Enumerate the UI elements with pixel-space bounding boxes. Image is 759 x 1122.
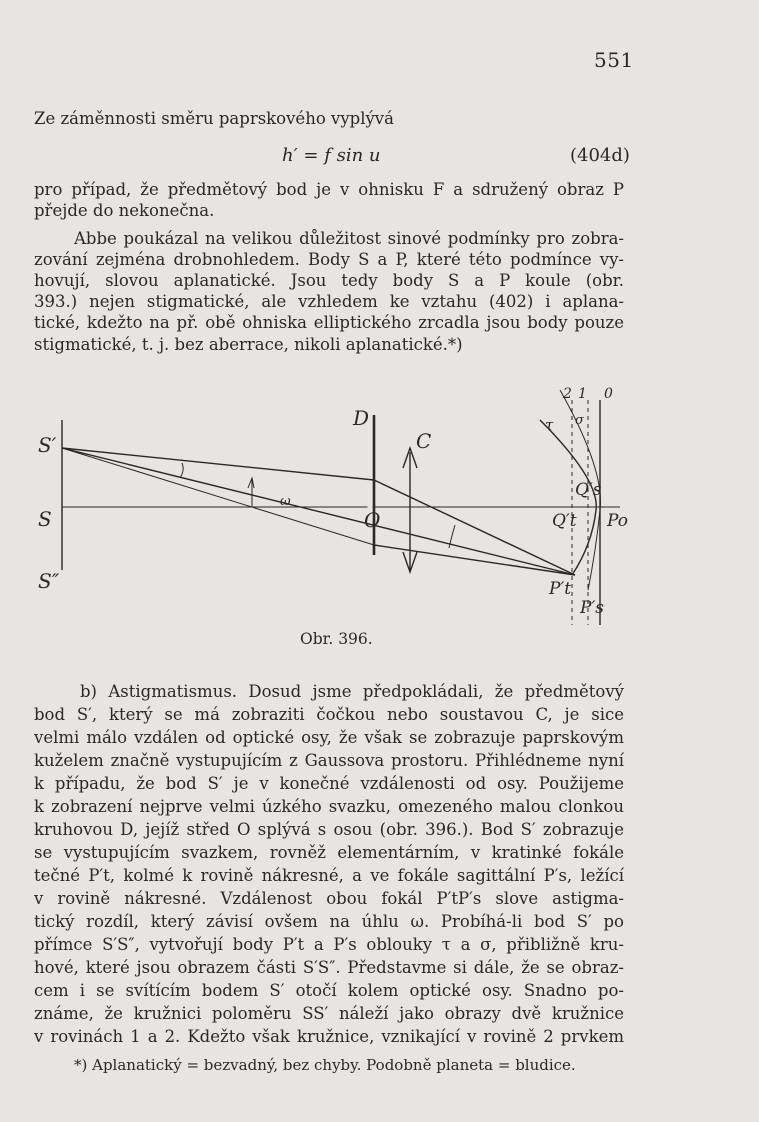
label-0: 0	[604, 386, 613, 402]
label-p-o: Po	[607, 511, 628, 531]
label-tau: τ	[545, 416, 554, 434]
text-line-9: stigmatické, t. j. bez aberrace, nikoli aplanatické.*)	[34, 335, 463, 354]
label-q-prime-s: Q′s	[575, 480, 602, 500]
text-line-4: Abbe poukázal na velikou důležitost sinové podmínky pro zobra-	[74, 229, 624, 248]
label-s-double: S″	[38, 569, 60, 593]
text-line-16: kruhovou D, jejíž střed O splývá s osou (obr. 396.). Bod S′ zobrazuje	[34, 820, 624, 839]
text-line-17: se vystupujícím svazkem, rovněž elementárním, v kratinké fokále	[34, 843, 624, 862]
text-line-13: kuželem značně vystupujícím z Gaussova prostoru. Přihlédneme nyní	[34, 751, 624, 770]
label-q-prime-t: Q′t	[552, 511, 577, 531]
optics-figure	[0, 360, 759, 630]
label-c: C	[416, 429, 432, 453]
label-omega: ω	[280, 494, 291, 509]
text-line-23: cem i se svítícím bodem S′ otočí kolem optické osy. Snadno po-	[34, 981, 624, 1000]
text-line-15: k zobrazení nejprve velmi úzkého svazku, omezeného malou clonkou	[34, 797, 624, 816]
figure-caption: Obr. 396.	[300, 630, 373, 648]
formula: h′ = f sin u	[282, 145, 381, 166]
text-line-20: tický rozdíl, který závisí ovšem na úhlu ω. Probíhá-li bod S′ po	[34, 912, 624, 931]
ray-chief	[62, 448, 575, 575]
text-line-18: tečné P′t, kolmé k rovině nákresné, a ve fokále sagittální P′s, ležící	[34, 866, 624, 885]
text-line-22: hové, které jsou obrazem části S′S″. Představme si dále, že se obraz-	[34, 958, 624, 977]
text-line-11: bod S′, který se má zobraziti čočkou nebo soustavou C, je sice	[34, 705, 624, 724]
footnote: *) Aplanatický = bezvadný, bez chyby. Podobně planeta = bludice.	[74, 1056, 576, 1074]
label-sigma: σ	[575, 413, 584, 428]
text-line-21: přímce S′S″, vytvořují body P′t a P′s oblouky τ a σ, přibližně kru-	[34, 935, 624, 954]
text-line-5: zování zejména drobnohledem. Body S a P, které této podmínce vy-	[34, 250, 624, 269]
text-line-19: v rovině nákresné. Vzdálenost obou fokál P′tP′s slove astigma-	[34, 889, 624, 908]
label-1: 1	[578, 386, 587, 402]
ray-lower	[62, 448, 374, 545]
text-line-7: 393.) nejen stigmatické, ale vzhledem ke vztahu (402) i aplana-	[34, 292, 624, 311]
text-line-10: b) Astigmatismus. Dosud jsme předpokládali, že předmětový	[80, 682, 624, 701]
label-s: S	[38, 507, 52, 531]
text-line-3: přejde do nekonečna.	[34, 201, 215, 220]
label-2: 2	[563, 386, 572, 402]
page-number: 551	[594, 48, 634, 72]
text-line-2: pro případ, že předmětový bod je v ohnisku F a sdružený obraz P	[34, 180, 624, 199]
label-p-prime-t: P′t	[549, 579, 572, 599]
label-s-prime: S′	[38, 433, 57, 457]
label-p-prime-s: P′s	[580, 598, 605, 618]
text-line-12: velmi málo vzdálen od optické osy, že však se zobrazuje paprskovým	[34, 728, 624, 747]
text-line-24: známe, že kružnici poloměru SS′ náleží jako obrazy dvě kružnice	[34, 1004, 624, 1023]
label-o: O	[364, 508, 381, 532]
ray-upper	[62, 448, 374, 480]
text-line-14: k případu, že bod S′ je v konečné vzdálenosti od osy. Použijeme	[34, 774, 624, 793]
equation-number: (404d)	[570, 145, 630, 166]
text-line-25: v rovinách 1 a 2. Kdežto však kružnice, vznikající v rovině 2 prvkem	[34, 1027, 624, 1046]
text-line-6: hovují, slovou aplanatické. Jsou tedy body S a P koule (obr.	[34, 271, 624, 290]
label-d: D	[353, 406, 370, 430]
text-line-8: tické, kdežto na př. obě ohniska elliptického zrcadla jsou body pouze	[34, 313, 624, 332]
text-line-1: Ze záměnnosti směru paprskového vyplývá	[34, 109, 394, 128]
